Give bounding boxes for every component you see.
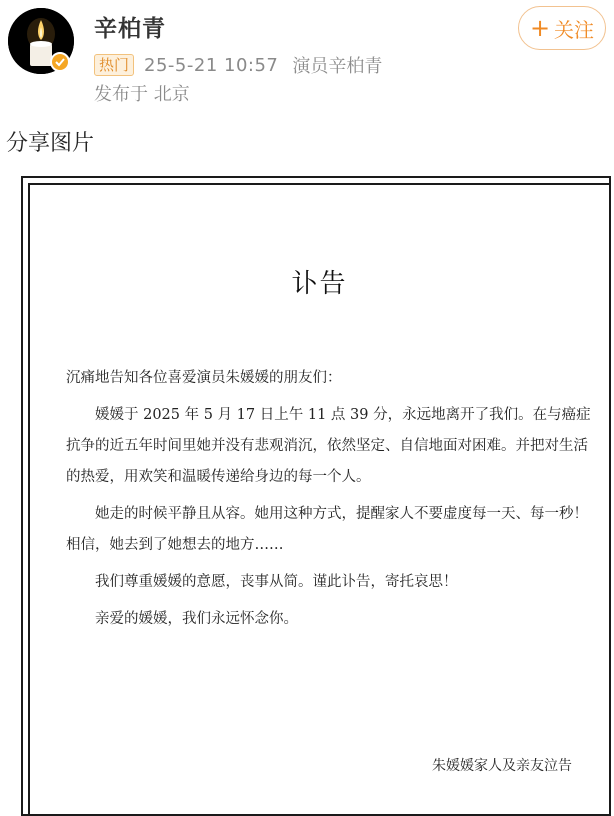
- verified-badge-icon: [50, 52, 70, 72]
- notice-paragraph: 她走的时候平静且从容。她用这种方式，提醒家人不要虚度每一天、每一秒！相信，她去到了她想去的地方……: [66, 506, 588, 553]
- notice-title: 讣告: [291, 269, 348, 299]
- share-label: 分享图片: [6, 131, 95, 156]
- notice-body: [66, 363, 595, 641]
- username[interactable]: 辛柏青: [94, 16, 166, 42]
- notice-frame: [28, 183, 609, 814]
- notice-paragraph: 亲爱的媛媛，我们永远怀念你。: [95, 611, 298, 627]
- shared-image[interactable]: [21, 176, 611, 816]
- post-timestamp: 25-5-21 10:57: [144, 54, 279, 76]
- notice-salutation: 沉痛地告知各位喜爱演员朱媛媛的朋友们：: [66, 370, 342, 386]
- notice-signature: 朱媛媛家人及亲友泣告: [432, 758, 572, 774]
- hot-badge: 热门: [94, 54, 134, 76]
- follow-button[interactable]: [518, 6, 606, 50]
- notice-paragraph: 媛媛于 2025 年 5 月 17 日上午 11 点 39 分，永远地离开了我们。在与癌症抗争的近五年时间里她并没有悲观消沉，依然坚定、自信地面对困难。并把对生活的热爱，用欢笑和温暖传递给身边的每一个人。: [66, 407, 591, 485]
- plus-icon: +: [529, 14, 551, 42]
- notice-paragraph: 我们尊重媛媛的意愿，丧事从简。谨此讣告，寄托哀思！: [95, 574, 458, 590]
- follow-label: 关注: [554, 17, 595, 42]
- post-source: 演员辛柏青: [292, 56, 383, 77]
- post-meta: [94, 52, 382, 78]
- post-location: 发布于 北京: [94, 84, 190, 105]
